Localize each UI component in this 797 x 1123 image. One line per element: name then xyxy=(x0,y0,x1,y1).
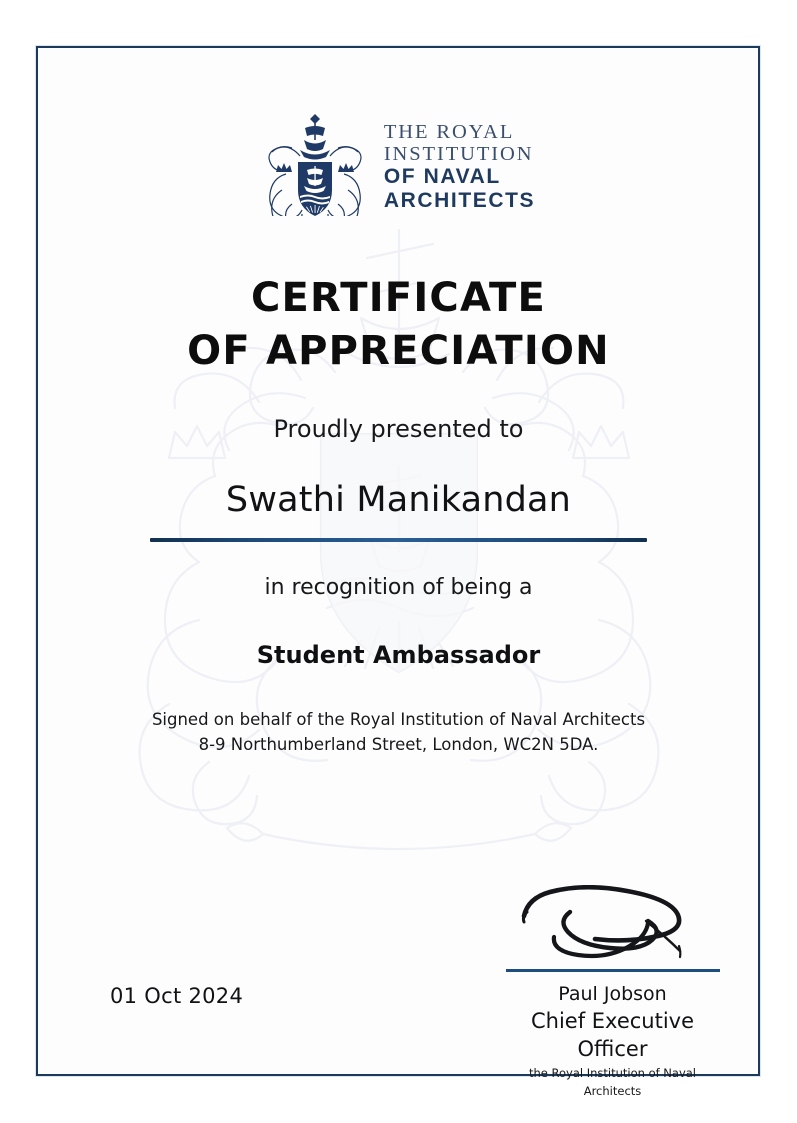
signed-on-behalf-line-2: 8-9 Northumberland Street, London, WC2N 5DA. xyxy=(198,735,599,754)
signed-on-behalf-block xyxy=(0,707,797,757)
signature-underline-rule xyxy=(506,969,720,972)
handwritten-signature-icon xyxy=(513,885,713,968)
issue-date: 01 Oct 2024 xyxy=(110,984,244,1008)
recognition-label: in recognition of being a xyxy=(264,575,533,600)
logo-line-of-naval: OF NAVAL xyxy=(383,165,501,189)
logo-line-the-royal: THE ROYAL xyxy=(383,121,515,144)
signatory-organisation: the Royal Institution of Naval Architects xyxy=(528,1066,697,1098)
recipient-role: Student Ambassador xyxy=(256,641,541,669)
logo-line-architects: ARCHITECTS xyxy=(383,188,536,212)
logo-line-institution: INSTITUTION xyxy=(383,142,534,165)
royal-institution-naval-architects-crest-icon xyxy=(262,112,368,216)
signatory-job-title: Chief Executive Officer xyxy=(530,1009,695,1061)
signatory-name: Paul Jobson xyxy=(558,983,667,1005)
signed-on-behalf-line-1: Signed on behalf of the Royal Institution of Naval Architects xyxy=(151,710,646,729)
recipient-underline-rule xyxy=(150,538,647,542)
organisation-logo xyxy=(0,112,797,216)
certificate-title xyxy=(0,272,797,378)
title-line-of-appreciation: OF APPRECIATION xyxy=(187,328,610,374)
title-line-certificate: CERTIFICATE xyxy=(250,275,547,321)
logo-wordmark xyxy=(384,116,535,212)
presented-to-label: Proudly presented to xyxy=(273,415,524,443)
signature-block xyxy=(505,885,720,1100)
recipient-name: Swathi Manikandan xyxy=(225,480,572,520)
